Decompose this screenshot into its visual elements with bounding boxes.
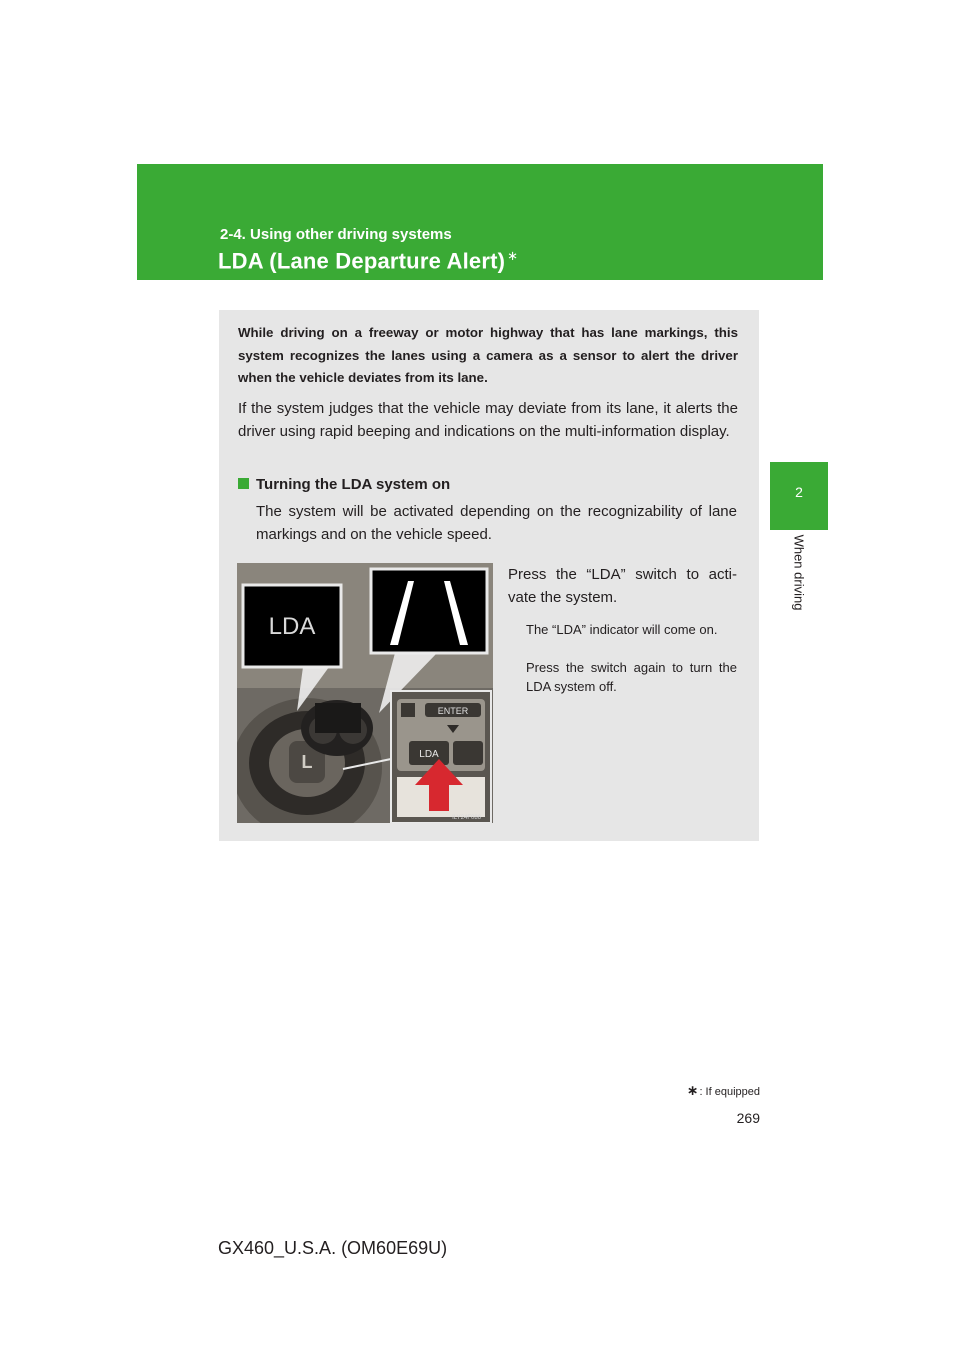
instruction-text: Press the “LDA” switch to acti-vate the system. [508, 566, 737, 606]
footnote-text: : If equipped [699, 1086, 760, 1098]
chapter-label: When driving [791, 534, 807, 611]
lda-indicator-label: LDA [268, 613, 316, 640]
footnote [580, 1082, 760, 1099]
sub-heading-body: The system will be activated depending on the recognizability of lane markings and on the vehicle speed. [256, 503, 737, 543]
svg-text:L: L [301, 752, 313, 772]
if-equipped-mark: ∗ [507, 248, 519, 263]
footnote-mark: ∗ [686, 1082, 699, 1098]
intro-bold-paragraph: While driving on a freeway or motor highway that has lane markings, this system recognizes the lanes using a camera as a sensor to alert the driver when the vehicle deviates from its lane. [238, 325, 738, 385]
sub-heading-text: Turning the LDA system on [256, 476, 451, 493]
sub-heading [238, 476, 450, 493]
illustration-code: ILY24F086 [452, 815, 481, 821]
section-label: 2-4. Using other driving systems [220, 226, 452, 243]
instruction-note-turn-off: Press the switch again to turn the LDA system off. [526, 660, 737, 694]
page-number: 269 [736, 1110, 760, 1126]
page-title [218, 248, 518, 274]
lda-switch-label: LDA [419, 749, 439, 760]
intro-paragraph: If the system judges that the vehicle may deviate from its lane, it alerts the driver using rapid beeping and indications on the multi-information display. [238, 400, 738, 440]
instruction-note-indicator: The “LDA” indicator will come on. [526, 622, 718, 637]
chapter-number: 2 [795, 484, 803, 500]
bullet-square-icon [238, 478, 249, 489]
page-title-text: LDA (Lane Departure Alert) [218, 248, 506, 274]
lda-switch-illustration [237, 563, 493, 823]
enter-button-label: ENTER [437, 706, 469, 716]
manual-code: GX460_U.S.A. (OM60E69U) [218, 1238, 448, 1258]
